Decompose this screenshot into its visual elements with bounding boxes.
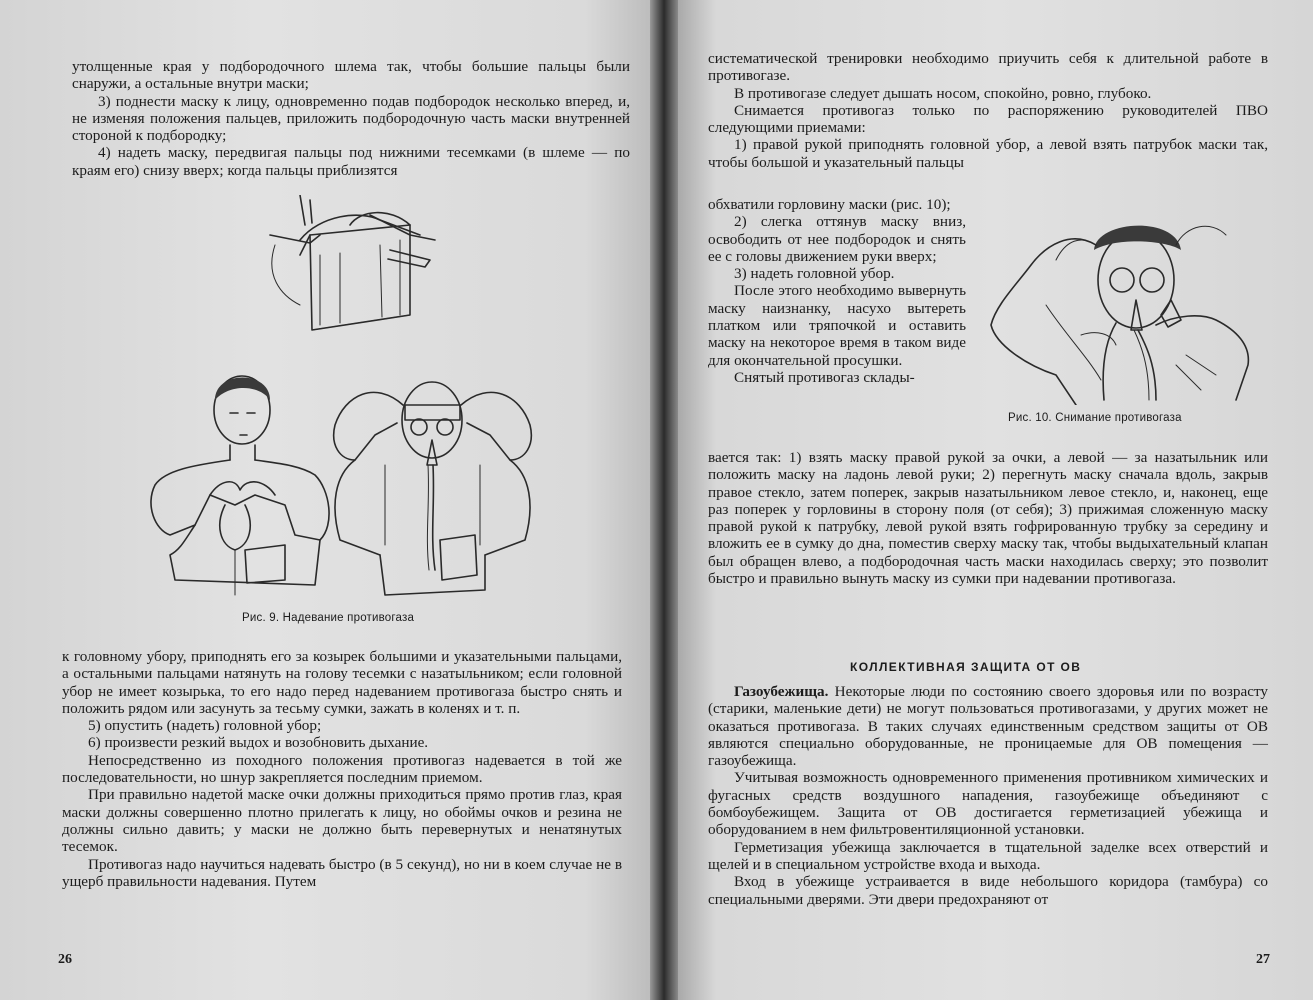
left-page: [0, 0, 650, 1000]
left-bottom-text: [62, 648, 622, 890]
term: Газоубежища.: [734, 683, 829, 700]
paragraph: Непосредственно из походного положения противогаз надевается в той же последовательности, но шнур закрепляется последним приемом.: [62, 751, 622, 787]
paragraph: утолщенные края у подбородочного шлема так, чтобы большие пальцы были снаружи, а остальные внутри маски;: [72, 58, 630, 93]
paragraph: к головному убору, приподнять его за козырек большими и указательными пальцами, а остальными пальцами натянуть на голову тесемки с назатыльником; если головной убор не имеет козырька, то его надо перед надеванием противогаза быстро снять и положить рядом или засунуть за тесьму сумки, зажать в коленях и т. п.: [62, 648, 622, 717]
book-gutter: [650, 0, 678, 1000]
right-top-text: [708, 50, 1268, 171]
paragraph: Герметизация убежища заключается в тщательной заделке всех отверстий и щелей и в специальном устройстве входа и выхода.: [708, 838, 1268, 873]
paragraph: При правильно надетой маске очки должны приходиться прямо против глаз, края маски должны совершенно плотно прилегать к лицу, но обоймы очков и резина не должны сильно давить; у маски не должно быть перевернутых и ненатянутых тесемок.: [62, 786, 622, 856]
paragraph: обхватили горловину маски (рис. 10);: [708, 196, 951, 213]
paragraph: Вход в убежище устраивается в виде небольшого коридора (тамбура) со специальными дверями. Эти двери предохраняют от: [708, 873, 1268, 908]
right-middle-text: [708, 449, 1268, 587]
paragraph: 4) надеть маску, передвигая пальцы под нижними тесемками (в шлеме — по краям его) снизу вверх; когда пальцы приблизятся: [72, 144, 630, 179]
figure-caption: Рис. 9. Надевание противогаза: [242, 612, 415, 624]
right-narrow-text: [708, 196, 966, 386]
paragraph: [708, 683, 1268, 769]
page-number-left: 26: [58, 952, 72, 967]
gas-mask-bag-illustration: [260, 195, 440, 355]
paragraph: Снятый противогаз склады-: [734, 368, 915, 386]
right-page: [678, 0, 1313, 1000]
paragraph: В противогазе следует дышать носом, спокойно, ровно, глубоко.: [734, 84, 1152, 102]
paragraph: 3) надеть головной убор.: [734, 265, 895, 283]
putting-on-gas-mask-illustration: [135, 365, 605, 610]
paragraph: 6) произвести резкий выдох и возобновить дыхание.: [88, 734, 429, 752]
paragraph: Противогаз надо научиться надевать быстро (в 5 секунд), но ни в коем случае не в ущерб правильности надевания. Путем: [62, 855, 622, 890]
paragraph: 2) слегка оттянув маску вниз, освободить от нее подбородок и снять ее с головы движением руки вверх;: [708, 213, 966, 265]
figure-caption: Рис. 10. Снимание противогаза: [1008, 412, 1182, 424]
paragraph: вается так: 1) взять маску правой рукой за очки, а левой — за назатыльник или положить маску на ладонь левой руки; 2) перегнуть маску сначала вдоль, закрыв правое стекло, затем поперек, закрыв назатыльником левое стекло, и, наконец, еще раз поперек у горловины в сторону поля (от себя); 3) прижимая сложенную маску правой рукой к патрубку, левой рукой взять гофрированную трубку за середину и вложить ее в сумку до дна, поместив сверху маску так, чтобы выдыхательный клапан был обращен влево, а подбородочная часть маски находилась сверху; это позволит быстро и правильно вынуть маску из сумки при надевании противогаза.: [708, 449, 1268, 588]
paragraph-text: Некоторые люди по состоянию своего здоровья или по возрасту (старики, маленькие дети) не могут пользоваться противогазами, у других может не оказаться противогаза. В таких случаях единственным средством защиты от ОВ являются специально оборудованные, не проницаемые для ОВ помещения — газоубежища.: [708, 683, 1269, 770]
paragraph: 1) правой рукой приподнять головной убор, а левой взять патрубок маски так, чтобы большой и указательный пальцы: [708, 136, 1268, 171]
taking-off-gas-mask-illustration: [986, 205, 1266, 405]
paragraph: Снимается противогаз только по распоряжению руководителей ПВО следующими приемами:: [708, 101, 1268, 137]
paragraph: После этого необходимо вывернуть маску наизнанку, насухо вытереть платком или тряпочкой и оставить маску на некоторое время в таком виде для окончательной просушки.: [708, 282, 966, 369]
section-heading: КОЛЛЕКТИВНАЯ ЗАЩИТА ОТ ОВ: [850, 660, 1082, 674]
left-top-text: [72, 58, 630, 179]
paragraph: 5) опустить (надеть) головной убор;: [88, 717, 322, 735]
right-section-text: [708, 683, 1268, 908]
paragraph: Учитывая возможность одновременного применения противником химических и фугасных средств воздушного нападения, газоубежище объединяют с бомбоубежищем. Защита от ОВ достигается герметизацией убежища и оборудованием в нем фильтровентиляционной установки.: [708, 769, 1268, 839]
paragraph: систематической тренировки необходимо приучить себя к длительной работе в противогазе.: [708, 50, 1268, 85]
paragraph: 3) поднести маску к лицу, одновременно подав подбородок несколько вперед, и, не изменяя положения пальцев, приложить подбородочную часть маски внутренней стороной к подбородку;: [72, 92, 630, 145]
page-number-right: 27: [1256, 952, 1270, 967]
